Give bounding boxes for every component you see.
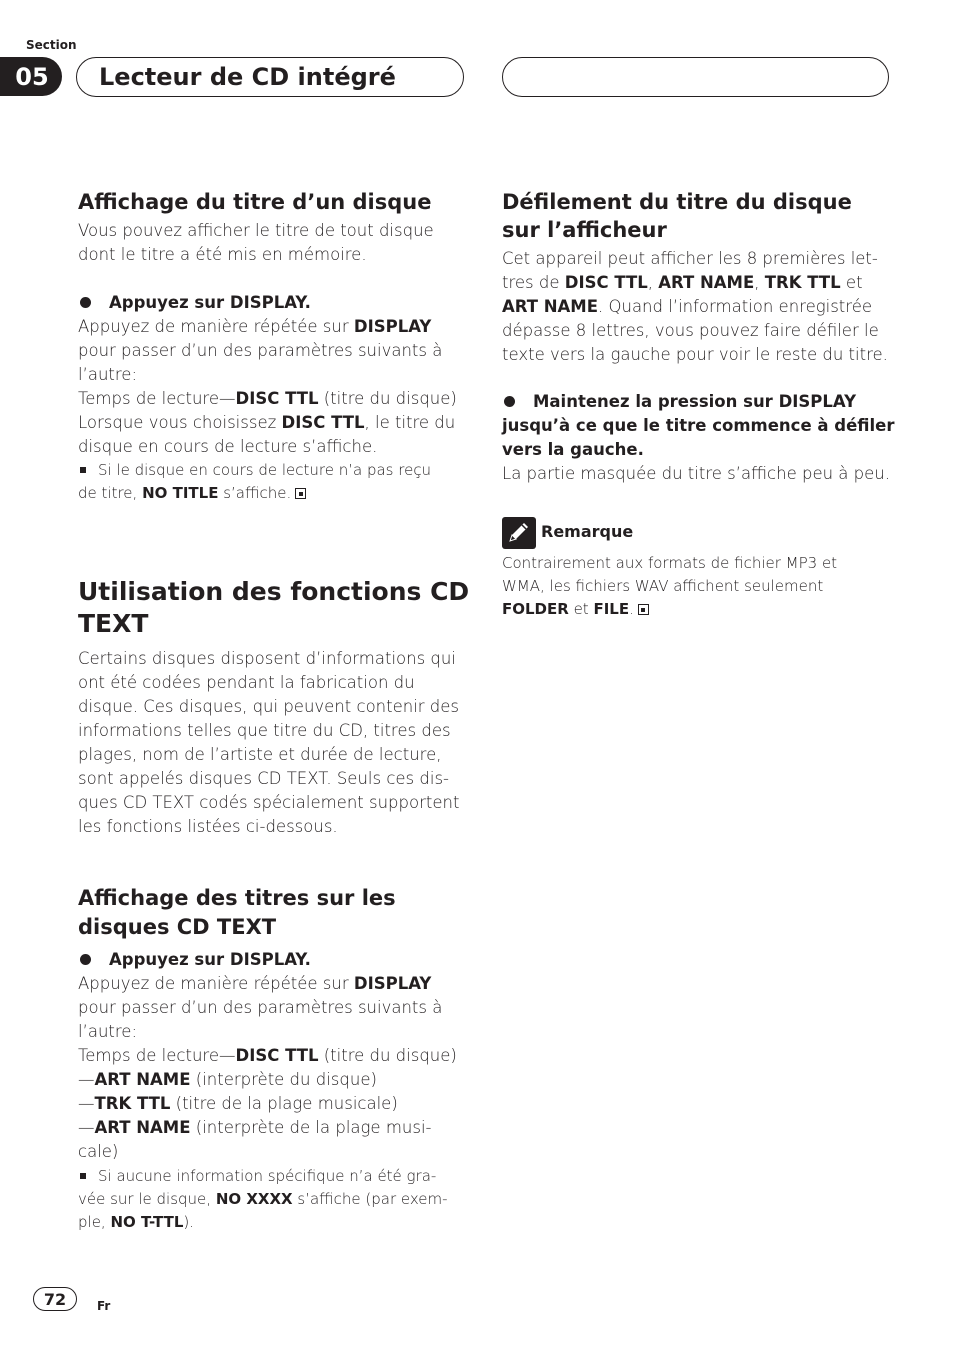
chapter-title: Lecteur de CD intégré bbox=[76, 57, 464, 97]
end-mark-icon bbox=[295, 488, 306, 499]
paragraph-line: Appuyez de manière répétée sur DISPLAY bbox=[78, 974, 432, 993]
paragraph-line: Temps de lecture—DISC TTL (titre du disque) bbox=[78, 389, 457, 408]
section-number-badge: 05 bbox=[0, 57, 62, 96]
section-label: Section bbox=[26, 38, 77, 52]
note-line: FOLDER et FILE. bbox=[502, 598, 902, 621]
paragraph-line: pour passer d’un des paramètres suivants à bbox=[78, 341, 443, 360]
paragraph-line: ont été codées pendant la fabrication du bbox=[78, 673, 415, 692]
section-disc-title bbox=[78, 188, 468, 505]
step-instruction-line: jusqu’à ce que le titre commence à défiler bbox=[502, 416, 895, 435]
paragraph-line: cale) bbox=[78, 1142, 119, 1161]
paragraph-line: Lorsque vous choisissez DISC TTL, le titre du bbox=[78, 413, 456, 432]
note-line: de titre, NO TITLE s’affiche. bbox=[78, 482, 468, 505]
page-number: 72 bbox=[33, 1287, 77, 1311]
bullet-icon bbox=[80, 297, 91, 308]
paragraph-line: dépasse 8 lettres, vous pouvez faire défiler le bbox=[502, 321, 879, 340]
paragraph-line: l’autre: bbox=[78, 365, 137, 384]
paragraph-line: —ART NAME (interprète de la plage musi- bbox=[78, 1118, 432, 1137]
end-mark-icon bbox=[638, 604, 649, 615]
paragraph-line: Temps de lecture—DISC TTL (titre du disque) bbox=[78, 1046, 457, 1065]
paragraph-line: les fonctions listées ci-dessous. bbox=[78, 817, 338, 836]
paragraph-line: —TRK TTL (titre de la plage musicale) bbox=[78, 1094, 398, 1113]
section-cd-text-titles bbox=[78, 884, 468, 1234]
note-line: WMA, les fichiers WAV affichent seulement bbox=[502, 577, 824, 595]
note-line: vée sur le disque, NO XXXX s’affiche (par exem- bbox=[78, 1190, 448, 1208]
step-instruction: Appuyez sur DISPLAY. bbox=[78, 291, 468, 315]
paragraph-line: tres de DISC TTL, ART NAME, TRK TTL et bbox=[502, 273, 863, 292]
paragraph-line: Appuyez de manière répétée sur DISPLAY bbox=[78, 317, 432, 336]
section-main-heading: Utilisation des fonctions CD bbox=[78, 577, 470, 606]
paragraph-line: pour passer d’un des paramètres suivants à bbox=[78, 998, 443, 1017]
note-line: Si aucune information spécifique n’a été gra- bbox=[78, 1165, 468, 1188]
paragraph-line: Certains disques disposent d’informations qui bbox=[78, 649, 456, 668]
paragraph-line: sont appelés disques CD TEXT. Seuls ces dis- bbox=[78, 769, 450, 788]
paragraph-line: Cet appareil peut afficher les 8 premières let- bbox=[502, 249, 878, 268]
section-heading: disques CD TEXT bbox=[78, 915, 277, 939]
paragraph-line: l’autre: bbox=[78, 1022, 137, 1041]
language-code: Fr bbox=[97, 1299, 111, 1313]
header-empty-box bbox=[502, 57, 889, 97]
paragraph-line: plages, nom de l’artiste et durée de lecture, bbox=[78, 745, 442, 764]
paragraph-line: texte vers la gauche pour voir le reste du titre. bbox=[502, 345, 888, 364]
section-cd-text bbox=[78, 576, 473, 839]
section-title-scroll bbox=[502, 188, 902, 486]
section-main-heading: TEXT bbox=[78, 609, 149, 638]
step-instruction-line: vers la gauche. bbox=[502, 440, 644, 459]
square-bullet-icon bbox=[80, 467, 86, 473]
paragraph-line: La partie masquée du titre s’affiche peu à peu. bbox=[502, 464, 890, 483]
paragraph-line: informations telles que titre du CD, titres des bbox=[78, 721, 451, 740]
paragraph-line: —ART NAME (interprète du disque) bbox=[78, 1070, 377, 1089]
note-line: ple, NO T-TTL). bbox=[78, 1213, 195, 1231]
bullet-icon bbox=[80, 954, 91, 965]
paragraph-line: ques CD TEXT codés spécialement supportent bbox=[78, 793, 460, 812]
step-instruction: Maintenez la pression sur DISPLAY bbox=[502, 390, 902, 414]
section-heading: Affichage des titres sur les bbox=[78, 886, 396, 910]
note-label: Remarque bbox=[541, 522, 634, 541]
step-instruction: Appuyez sur DISPLAY. bbox=[78, 948, 468, 972]
bullet-icon bbox=[504, 396, 515, 407]
paragraph-line: disque. Ces disques, qui peuvent contenir des bbox=[78, 697, 460, 716]
note-line: Si le disque en cours de lecture n’a pas reçu bbox=[78, 459, 468, 482]
section-heading: Affichage du titre d’un disque bbox=[78, 190, 432, 214]
paragraph-line: Vous pouvez afficher le titre de tout disque bbox=[78, 221, 434, 240]
square-bullet-icon bbox=[80, 1173, 86, 1179]
paragraph-line: disque en cours de lecture s’affiche. bbox=[78, 437, 378, 456]
paragraph-line: ART NAME. Quand l’information enregistrée bbox=[502, 297, 872, 316]
note-body bbox=[502, 552, 902, 621]
section-heading: Défilement du titre du disque bbox=[502, 190, 852, 214]
note-line: Contrairement aux formats de fichier MP3 et bbox=[502, 554, 838, 572]
note-pencil-icon bbox=[502, 517, 536, 549]
paragraph-line: dont le titre a été mis en mémoire. bbox=[78, 245, 367, 264]
section-heading: sur l’afficheur bbox=[502, 218, 667, 242]
